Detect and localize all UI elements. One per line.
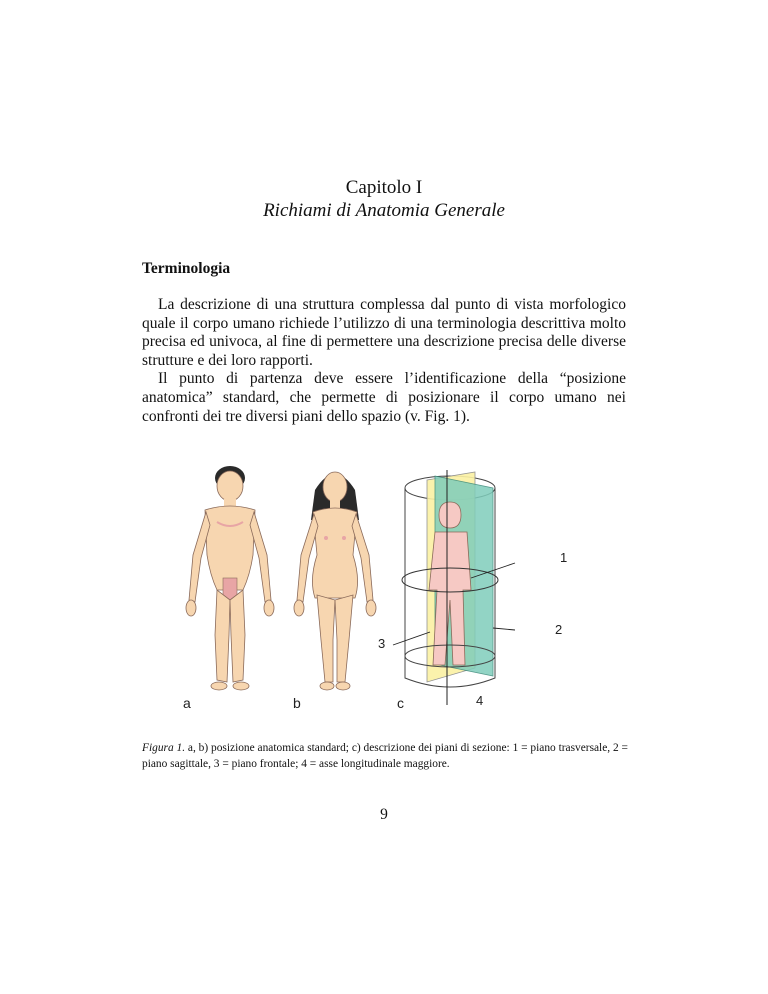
panel-label-c: c	[397, 695, 404, 711]
callout-1: 1	[560, 550, 568, 565]
callout-3: 3	[378, 636, 386, 651]
chapter-title: Capitolo I	[345, 177, 423, 198]
paragraph-1: La descrizione di una struttura complessa dal punto di vista morfologico quale il corpo umano richiede l’utilizzo di una terminologia descrittiva molto precisa ed univoca, al fine di permettere una descrizione precisa delle diverse strutture e dei loro rapporti.	[142, 296, 626, 369]
planes-figure	[393, 470, 515, 705]
callout-4: 4	[476, 693, 484, 708]
figure-1	[175, 460, 595, 722]
chapter-subtitle: Richiami di Anatomia Generale	[263, 200, 505, 221]
page-number: 9	[380, 806, 388, 823]
panel-label-b: b	[293, 695, 301, 711]
body-text	[142, 296, 626, 426]
caption-label: Figura 1.	[142, 742, 186, 754]
callout-2: 2	[555, 622, 563, 637]
section-heading: Terminologia	[142, 260, 231, 277]
anatomy-illustration	[175, 460, 595, 722]
caption-text: a, b) posizione anatomica standard; c) descrizione dei piani di sezione: 1 = piano trasversale, 2 = piano sagittale, 3 = piano frontale; 4 = asse longitudinale maggiore.	[142, 742, 628, 770]
paragraph-2: Il punto di partenza deve essere l’identificazione della “posizione anatomica” standard, che permette di posizionare il corpo umano nei confronti dei tre diversi piani dello spazio (v. Fig. 1).	[142, 370, 626, 425]
figure-caption	[142, 741, 628, 772]
panel-label-a: a	[183, 695, 191, 711]
female-figure	[294, 472, 376, 690]
male-figure	[186, 466, 274, 690]
